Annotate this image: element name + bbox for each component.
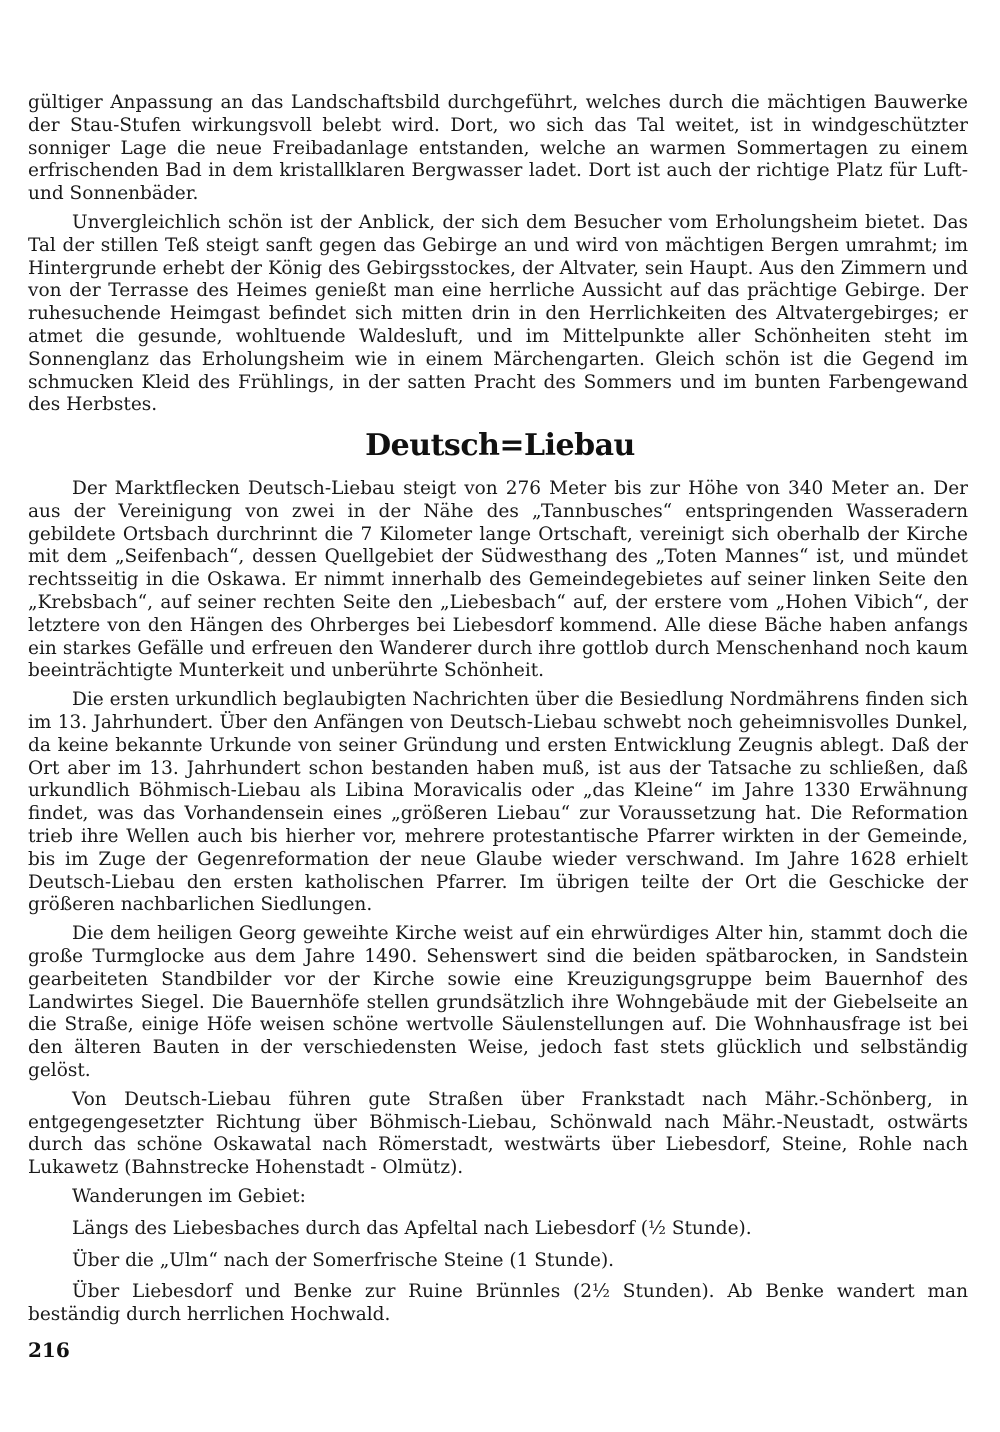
top-text-block <box>28 92 968 417</box>
paragraph-kirche: Die dem heiligen Georg geweihte Kirche weist auf ein ehrwürdiges Alter hin, stammt doch die große Turmglocke aus dem Jahre 1490. Sehenswert sind die beiden spätbarocken, in Sandstein gearbeiteten Standbilder vor der Kirche sowie eine Kreuzigungsgruppe beim Bauernhof des Landwirtes Siegel. Die Bauernhöfe stellen grundsätzlich ihre Wohngebäude mit der Giebelseite an die Straße, einige Höfe weisen schöne wertvolle Säulenstellungen auf. Die Wohnhausfrage ist bei den älteren Bauten in der verschiedensten Weise, jedoch fast stets glücklich und selbständig gelöst. <box>28 923 968 1081</box>
paragraph-strassen: Von Deutsch-Liebau führen gute Straßen über Frankstadt nach Mähr.-Schönberg, in entgegengesetzter Richtung über Böhmisch-Liebau, Schönwald nach Mähr.-Neustadt, ostwärts durch das schöne Oskawatal nach Römerstadt, westwärts über Liebesdorf, Steine, Rohle nach Lukawetz (Bahnstrecke Hohenstadt - Olmütz). <box>28 1088 968 1179</box>
paragraph-freibad: gültiger Anpassung an das Landschaftsbild durchgeführt, welches durch die mächtigen Bauwerke der Stau-Stufen wirkungsvoll belebt wird. Dort, wo sich das Tal weitet, ist in windgeschützter sonniger Lage die neue Freibadanlage entstanden, welche an warmen Sommertagen zu einem erfrischenden Bad in dem kristallklaren Bergwasser ladet. Dort ist auch der richtige Platz für Luft- und Sonnenbäder. <box>28 92 968 205</box>
section-heading: Deutsch=Liebau <box>365 428 635 463</box>
paragraph-geschichte: Die ersten urkundlich beglaubigten Nachrichten über die Besiedlung Nordmährens finden sich im 13. Jahrhundert. Über den Anfängen von Deutsch-Liebau schwebt noch geheimnisvolles Dunkel, da keine bekannte Urkunde von seiner Gründung und ersten Entwicklung Zeugnis ablegt. Daß der Ort aber im 13. Jahrhundert schon bestanden haben muß, ist aus der Tatsache zu schließen, daß urkundlich Böhmisch-Liebau als Libina Moravicalis oder „das Kleine“ im Jahre 1330 Erwähnung findet, was das Vorhandensein eines „größeren Liebau“ zur Voraussetzung hat. Die Reformation trieb ihre Wellen auch bis hierher vor, mehrere protestantische Pfarrer wirkten in der Gemeinde, bis im Zuge der Gegenreformation der neue Glaube wieder verschwand. Im Jahre 1628 erhielt Deutsch-Liebau den ersten katholischen Pfarrer. Im übrigen teilte der Ort die Geschicke der größeren nachbarlichen Siedlungen. <box>28 689 968 916</box>
paragraph-wanderungen-heading: Wanderungen im Gebiet: <box>72 1185 306 1207</box>
paragraph-wanderung-bruennles: Über Liebesdorf und Benke zur Ruine Brünnles (2½ Stunden). Ab Benke wandert man beständig durch herrlichen Hochwald. <box>28 1281 968 1326</box>
page-number: 216 <box>28 1338 70 1362</box>
paragraph-wanderung-apfeltal: Längs des Liebesbaches durch das Apfeltal nach Liebesdorf (½ Stunde). <box>72 1217 752 1239</box>
paragraph-marktflecken: Der Marktflecken Deutsch-Liebau steigt von 276 Meter bis zur Höhe von 340 Meter an. Der aus der Vereinigung von zwei in der Nähe des „Tannbusches“ entspringenden Wasseradern gebildete Ortsbach durchrinnt die 7 Kilometer lange Ortschaft, vereinigt sich oberhalb der Kirche mit dem „Seifenbach“, dessen Quellgebiet der Südwesthang des „Toten Mannes“ ist, und mündet rechtsseitig in die Oskawa. Er nimmt innerhalb des Gemeindegebietes auf seiner linken Seite den „Krebsbach“, auf seiner rechten Seite den „Liebesbach“ auf, der erstere vom „Hohen Vibich“, der letztere von den Hängen des Ohrberges bei Liebesdorf kommend. Alle diese Bäche haben anfangs ein starkes Gefälle und erfreuen den Wanderer durch ihre gottlob durch Menschenhand noch kaum beeinträchtigte Munterkeit und unberührte Schönheit. <box>28 478 968 682</box>
paragraph-wanderung-ulm: Über die „Ulm“ nach der Somerfrische Steine (1 Stunde). <box>72 1249 615 1271</box>
main-text-block <box>28 478 968 1327</box>
paragraph-erholungsheim: Unvergleichlich schön ist der Anblick, der sich dem Besucher vom Erholungsheim bietet. Das Tal der stillen Teß steigt sanft gegen das Gebirge an und wird von mächtigen Bergen umrahmt; im Hintergrunde erhebt der König des Gebirgsstockes, der Altvater, sein Haupt. Aus den Zimmern und von der Terrasse des Heimes genießt man eine herrliche Aussicht auf das prächtige Gebirge. Der ruhesuchende Heimgast befindet sich mitten drin in den Herrlichkeiten des Altvatergebirges; er atmet die gesunde, wohltuende Waldesluft, und im Mittelpunkte aller Schönheiten steht im Sonnenglanz das Erholungsheim wie in einem Märchengarten. Gleich schön ist die Gegend im schmucken Kleid des Frühlings, in der satten Pracht des Sommers und im bunten Farbengewand des Herbstes. <box>28 211 968 416</box>
